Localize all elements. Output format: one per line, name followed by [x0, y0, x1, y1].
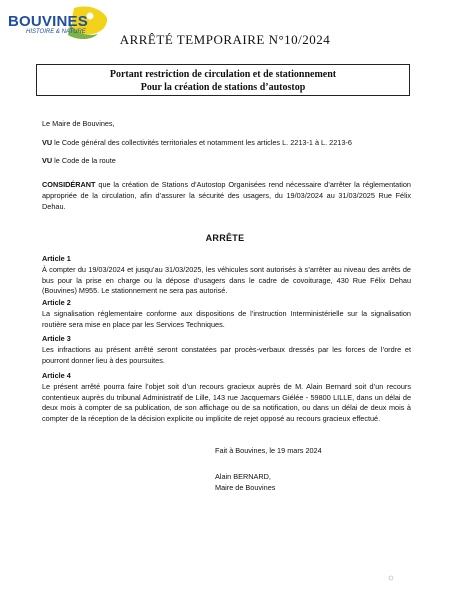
article-title: Article 3: [42, 334, 71, 343]
vu-text: le Code général des collectivités territoriales et notamment les articles L. 2213-1 à L. 2213-6: [52, 138, 352, 147]
logo-tagline: HISTOIRE & NATURE: [26, 29, 86, 35]
considerant-text: que la création de Stations d’Autostop Organisées rend nécessaire d’arrêter la réglementation appropriée de la circulation, afin d’assurer la sécurité des usagers, du 19/03/2024 au 31/03/2025 Rue Félix Dehau.: [42, 180, 411, 211]
subject-line-1: Portant restriction de circulation et de stationnement: [109, 69, 337, 80]
article-2: [42, 298, 411, 330]
signature-name: Alain BERNARD,: [215, 472, 271, 481]
article-text: La signalisation réglementaire conforme aux dispositions de l’instruction Interministérielle sur la signalisation routière sera mise en place par les Services Techniques.: [42, 308, 411, 329]
vu-label: VU: [42, 156, 53, 165]
mayor-line: Le Maire de Bouvines,: [42, 119, 115, 128]
vu-label: VU: [42, 138, 53, 147]
signature-place-date: Fait à Bouvines, le 19 mars 2024: [215, 446, 322, 455]
vu-line-2: [42, 156, 411, 167]
vu-line-1: [42, 138, 411, 149]
article-title: Article 1: [42, 254, 71, 263]
logo-name: BOUVINES: [8, 13, 88, 30]
article-1: [42, 254, 411, 297]
corner-mark-icon: [388, 575, 394, 581]
subject-box: [36, 64, 410, 96]
article-title: Article 2: [42, 298, 71, 307]
article-text: Le présent arrêté pourra faire l’objet soit d’un recours gracieux auprès de M. Alain Bernard soit d’un recours contentieux auprès du tribunal Administratif de Lille, 143 rue Jacquemars Giélée - 59800 LILLE, dans un délai de deux mois à compter de sa publication, de son affichage ou de sa notification, ou dans un délai de deux mois à compter de la réception de la décision explicite ou implicite de rejet opposé au recours gracieux effectué.: [42, 381, 411, 424]
article-4: [42, 371, 411, 425]
arrete-heading: ARRÊTE: [205, 233, 245, 243]
page-corner-mark: [388, 575, 394, 583]
considerant-paragraph: [42, 180, 411, 212]
article-title: Article 4: [42, 371, 71, 380]
article-text: Les infractions au présent arrêté seront constatées par procès-verbaux dressés par les forces de l’ordre et pourront donner lieu à des poursuites.: [42, 344, 411, 365]
document-title: ARRÊTÉ TEMPORAIRE N°10/2024: [119, 32, 331, 47]
vu-text: le Code de la route: [52, 156, 116, 165]
subject-line-2: Pour la création de stations d’autostop: [140, 82, 306, 93]
article-text: À compter du 19/03/2024 et jusqu’au 31/03/2025, les véhicules sont autorisés à s’arrêter au niveau des arrêts de bus pour la prise en charge ou la dépose d’usagers dans le cadre de covoiturage, 430 Rue Félix Dehau (Bouvines) M955. Le stationnement ne sera pas autorisé.: [42, 264, 411, 296]
considerant-label: CONSIDÉRANT: [42, 180, 96, 189]
article-3: [42, 334, 411, 366]
signature-role: Maire de Bouvines: [215, 483, 276, 492]
